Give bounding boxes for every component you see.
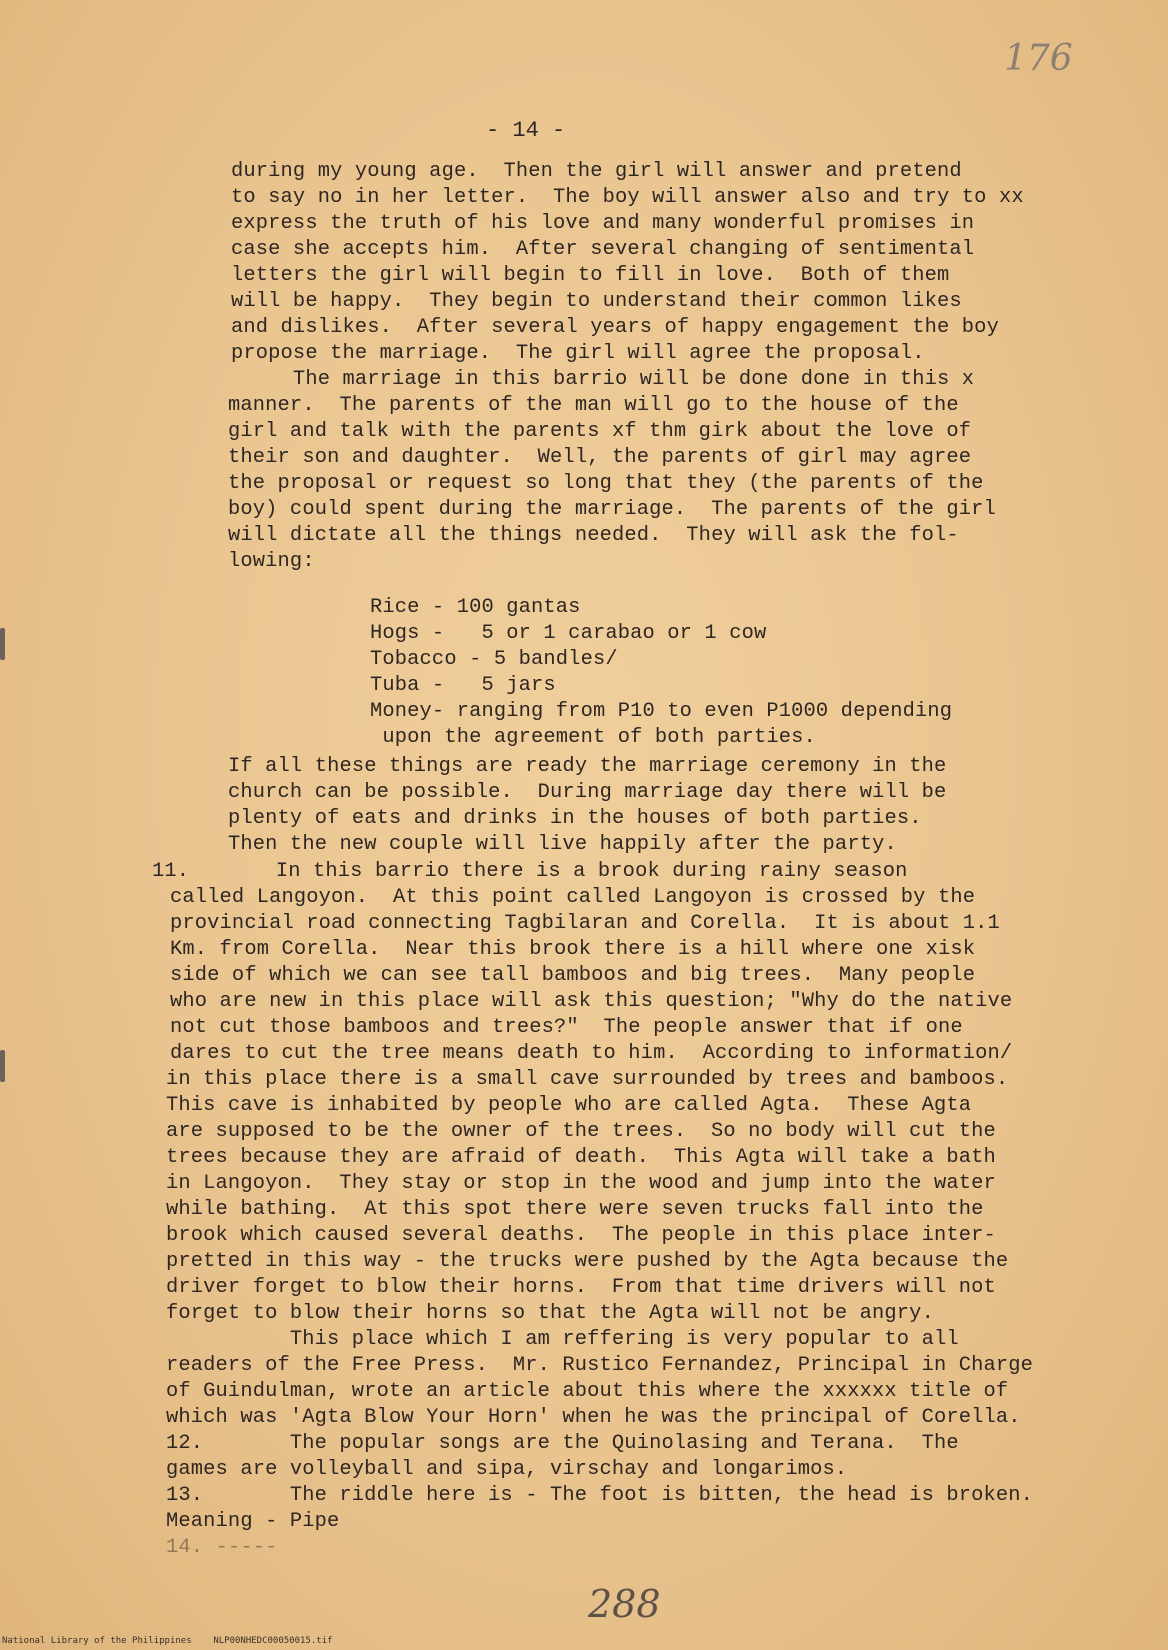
text-line: Then the new couple will live happily after the party.: [228, 833, 897, 856]
text-line: 12. The popular songs are the Quinolasing and Terana. The: [166, 1432, 959, 1455]
text-line: plenty of eats and drinks in the houses of both parties.: [228, 807, 922, 830]
list-item: Hogs - 5 or 1 carabao or 1 cow: [370, 622, 767, 645]
text-line: church can be possible. During marriage day there will be: [228, 781, 947, 804]
corner-annotation: 176: [1004, 38, 1073, 79]
list-item: Rice - 100 gantas: [370, 596, 581, 619]
scan-footer: National Library of the Philippines NLP00NHEDC00050015.tif: [2, 1636, 333, 1646]
text-line: case she accepts him. After several changing of sentimental: [231, 238, 975, 261]
text-line: 14. -----: [166, 1536, 278, 1559]
text-line: and dislikes. After several years of happy engagement the boy: [231, 316, 999, 339]
binding-mark: [0, 1050, 5, 1082]
text-line: provincial road connecting Tagbilaran and Corella. It is about 1.1: [170, 912, 1000, 935]
page-number: - 14 -: [486, 118, 566, 143]
text-line: girl and talk with the parents xf thm girk about the love of: [228, 420, 972, 443]
text-line: lowing:: [228, 550, 315, 573]
text-line: to say no in her letter. The boy will answer also and try to xx: [231, 186, 1024, 209]
text-line: driver forget to blow their horns. From that time drivers will not: [166, 1276, 996, 1299]
text-line: This cave is inhabited by people who are called Agta. These Agta: [166, 1094, 972, 1117]
list-item: Tobacco - 5 bandles/: [370, 648, 618, 671]
text-line: games are volleyball and sipa, virschay and longarimos.: [166, 1458, 848, 1481]
text-line: The marriage in this barrio will be done done in this x: [231, 368, 975, 391]
text-line: Meaning - Pipe: [166, 1510, 340, 1533]
text-line: If all these things are ready the marriage ceremony in the: [228, 755, 947, 778]
binding-mark: [0, 628, 5, 660]
text-line: who are new in this place will ask this question; "Why do the native: [170, 990, 1013, 1013]
text-line: dares to cut the tree means death to him. According to information/: [170, 1042, 1013, 1065]
text-line: propose the marriage. The girl will agree the proposal.: [231, 342, 925, 365]
list-item: Tuba - 5 jars: [370, 674, 556, 697]
list-item: upon the agreement of both parties.: [370, 726, 816, 749]
text-line: express the truth of his love and many wonderful promises in: [231, 212, 975, 235]
text-line: not cut those bamboos and trees?" The people answer that if one: [170, 1016, 963, 1039]
text-line: which was 'Agta Blow Your Horn' when he was the principal of Corella.: [166, 1406, 1021, 1429]
text-line: side of which we can see tall bamboos and big trees. Many people: [170, 964, 976, 987]
text-line: pretted in this way - the trucks were pushed by the Agta because the: [166, 1250, 1009, 1273]
text-line: brook which caused several deaths. The people in this place inter-: [166, 1224, 996, 1247]
text-line: the proposal or request so long that they (the parents of the: [228, 472, 984, 495]
text-line: their son and daughter. Well, the parents of girl may agree: [228, 446, 972, 469]
text-line: 11. In this barrio there is a brook during rainy season: [152, 860, 908, 883]
text-line: are supposed to be the owner of the trees. So no body will cut the: [166, 1120, 996, 1143]
text-line: in this place there is a small cave surrounded by trees and bamboos.: [166, 1068, 1009, 1091]
text-line: while bathing. At this spot there were seven trucks fall into the: [166, 1198, 984, 1221]
text-line: called Langoyon. At this point called Langoyon is crossed by the: [170, 886, 976, 909]
text-line: letters the girl will begin to fill in love. Both of them: [231, 264, 950, 287]
folio-annotation: 288: [588, 1582, 661, 1626]
text-line: boy) could spent during the marriage. The parents of the girl: [228, 498, 996, 521]
text-line: will be happy. They begin to understand their common likes: [231, 290, 962, 313]
text-line: 13. The riddle here is - The foot is bitten, the head is broken.: [166, 1484, 1034, 1507]
text-line: manner. The parents of the man will go to the house of the: [228, 394, 959, 417]
text-line: This place which I am reffering is very popular to all: [166, 1328, 959, 1351]
text-line: will dictate all the things needed. They will ask the fol-: [228, 524, 959, 547]
text-line: trees because they are afraid of death. This Agta will take a bath: [166, 1146, 996, 1169]
list-item: Money- ranging from P10 to even P1000 depending: [370, 700, 953, 723]
text-line: in Langoyon. They stay or stop in the wood and jump into the water: [166, 1172, 996, 1195]
text-line: readers of the Free Press. Mr. Rustico Fernandez, Principal in Charge: [166, 1354, 1034, 1377]
text-line: Km. from Corella. Near this brook there is a hill where one xisk: [170, 938, 976, 961]
text-line: forget to blow their horns so that the Agta will not be angry.: [166, 1302, 934, 1325]
text-line: during my young age. Then the girl will answer and pretend: [231, 160, 962, 183]
text-line: of Guindulman, wrote an article about this where the xxxxxx title of: [166, 1380, 1009, 1403]
